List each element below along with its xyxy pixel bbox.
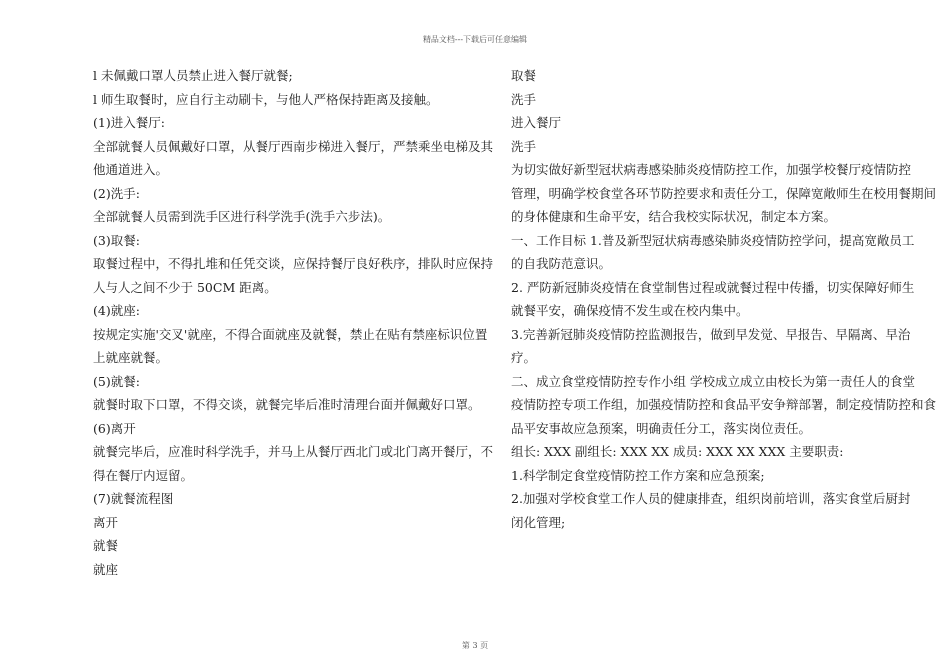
- paragraph: 二、成立食堂疫情防控专作小组 学校成立成立由校长为第一责任人的食堂 疫情防控专项工作组，加强疫情防控和食品平安争辩部署，制定疫情防控和食 品平安事故应急预案，明确责任分工，落实岗位责任。: [511, 373, 937, 436]
- flow-step: 取餐: [511, 68, 537, 83]
- page-footer: 第 3 页: [461, 641, 489, 650]
- flow-step: 就餐: [93, 538, 119, 553]
- paragraph: 一、工作目标 1.普及新型冠状病毒感染肺炎疫情防控学问，提高宽敞员工 的自我防范意识。: [511, 232, 915, 271]
- paragraph: 3.完善新冠肺炎疫情防控监测报告，做到早发觉、早报告、早隔离、早治 疗。: [511, 326, 911, 365]
- section-heading: (6)离开: [93, 420, 136, 436]
- section-heading: (1)进入餐厅:: [93, 115, 165, 130]
- flow-step: 洗手: [511, 138, 537, 154]
- flow-step: 进入餐厅: [511, 115, 562, 130]
- right-column: [511, 64, 937, 534]
- flow-step: 洗手: [511, 91, 537, 107]
- section-heading: (4)就座:: [93, 303, 140, 318]
- page-header: 精品文档---下载后可任意编辑: [422, 35, 528, 44]
- flow-step: 离开: [93, 514, 119, 530]
- paragraph: 全部就餐人员佩戴好口罩，从餐厅西南步梯进入餐厅，严禁乘坐电梯及其 他通道进入。: [93, 138, 494, 177]
- section-heading: (5)就餐:: [93, 373, 140, 389]
- paragraph: 2.加强对学校食堂工作人员的健康排查，组织岗前培训，落实食堂后厨封 闭化管理;: [511, 491, 911, 530]
- paragraph: l 未佩戴口罩人员禁止进入餐厅就餐;: [93, 68, 293, 83]
- paragraph: l 师生取餐时，应自行主动刷卡，与他人严格保持距离及接触。: [93, 91, 439, 107]
- paragraph: 取餐过程中，不得扎堆和任凭交谈，应保持餐厅良好秩序，排队时应保持 人与人之间不少于 50CM 距离。: [93, 256, 494, 295]
- left-column: [93, 64, 494, 581]
- paragraph: 组长: XXX 副组长: XXX XX 成员: XXX XX XXX 主要职责:: [511, 444, 844, 459]
- paragraph: 就餐时取下口罩，不得交谈，就餐完毕后准时清理台面并佩戴好口罩。: [93, 397, 481, 412]
- section-heading: (3)取餐:: [93, 232, 140, 248]
- section-heading: (7)就餐流程图: [93, 491, 174, 506]
- section-heading: (2)洗手:: [93, 185, 140, 201]
- paragraph: 按规定实施'交叉'就座，不得合面就座及就餐，禁止在贴有禁座标识位置 上就座就餐。: [93, 326, 488, 365]
- paragraph: 为切实做好新型冠状病毒感染肺炎疫情防控工作，加强学校餐厅疫情防控 管理，明确学校食堂各环节防控要求和责任分工，保障宽敞师生在校用餐期间 的身体健康和生命平安，结合我校实际状况，制定本方案。: [511, 162, 937, 224]
- paragraph: 就餐完毕后，应准时科学洗手，并马上从餐厅西北门或北门离开餐厅，不 得在餐厅内逗留。: [93, 444, 494, 483]
- paragraph: 2. 严防新冠肺炎疫情在食堂制售过程或就餐过程中传播，切实保障好师生 就餐平安，确保疫情不发生或在校内集中。: [511, 279, 915, 318]
- flow-step: 就座: [93, 561, 119, 577]
- paragraph: 1.科学制定食堂疫情防控工作方案和应急预案;: [511, 467, 765, 483]
- paragraph: 全部就餐人员需到洗手区进行科学洗手(洗手六步法)。: [93, 209, 391, 224]
